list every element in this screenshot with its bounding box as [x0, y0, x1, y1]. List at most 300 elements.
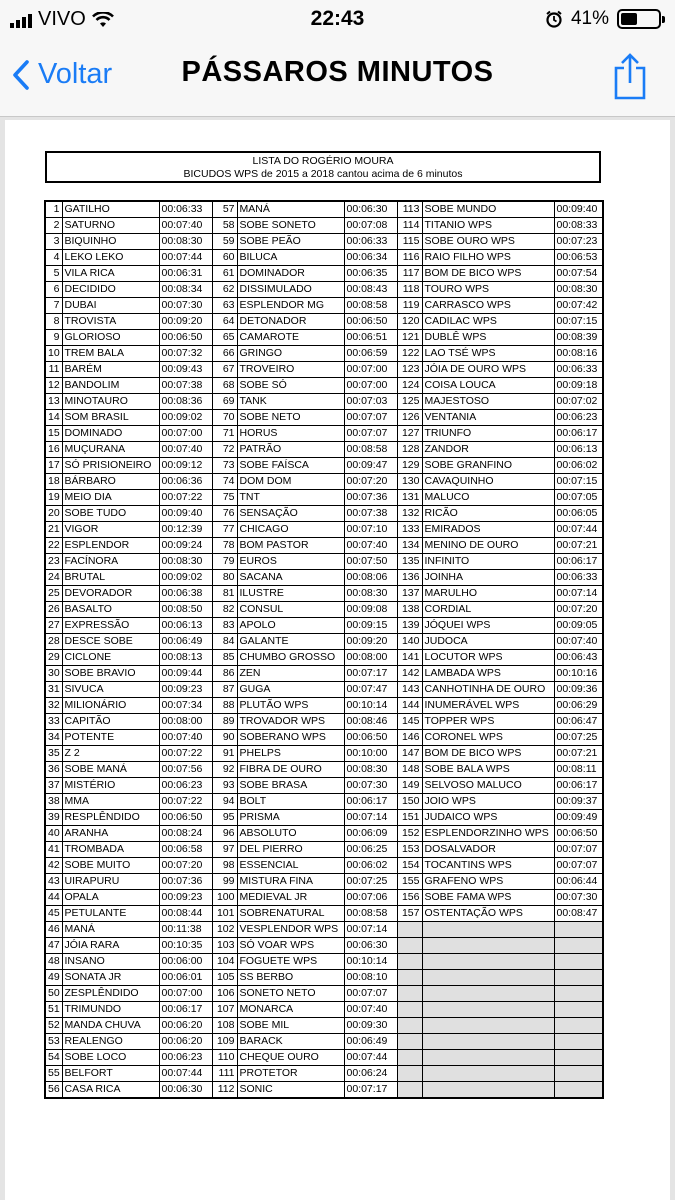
entry-number: 107 — [212, 1002, 237, 1018]
entry-time: 00:06:33 — [554, 570, 603, 586]
list-title: LISTA DO ROGÉRIO MOURA — [252, 155, 394, 167]
entry-number: 13 — [45, 394, 62, 410]
entry-number: 126 — [397, 410, 422, 426]
entry-time: 00:06:23 — [159, 778, 212, 794]
table-row — [45, 1002, 603, 1018]
bird-name: SOBE FAÍSCA — [237, 458, 344, 474]
bird-name: MALUCO — [422, 490, 554, 506]
entry-time: 00:07:56 — [159, 762, 212, 778]
battery-percent: 41% — [570, 8, 609, 29]
entry-number: 11 — [45, 362, 62, 378]
entry-time: 00:06:33 — [344, 234, 397, 250]
entry-time: 00:06:31 — [159, 266, 212, 282]
entry-number: 157 — [397, 906, 422, 922]
bird-name: ESPLENDOR MG — [237, 298, 344, 314]
bird-name: PLUTÃO WPS — [237, 698, 344, 714]
bird-name: LAO TSÉ WPS — [422, 346, 554, 362]
entry-time: 00:06:01 — [159, 970, 212, 986]
entry-time: 00:07:20 — [554, 602, 603, 618]
entry-time: 00:08:30 — [159, 554, 212, 570]
entry-number — [397, 1034, 422, 1050]
entry-number: 124 — [397, 378, 422, 394]
table-row — [45, 506, 603, 522]
bird-name: SOM BRASIL — [62, 410, 159, 426]
bird-name: SENSAÇÃO — [237, 506, 344, 522]
table-row — [45, 1050, 603, 1066]
table-row — [45, 746, 603, 762]
bird-name: BARÉM — [62, 362, 159, 378]
table-row — [45, 490, 603, 506]
bird-name: MEDIEVAL JR — [237, 890, 344, 906]
bird-name: VENTANIA — [422, 410, 554, 426]
table-row — [45, 954, 603, 970]
entry-number — [397, 1082, 422, 1099]
entry-number: 117 — [397, 266, 422, 282]
table-row — [45, 250, 603, 266]
bird-name: CORONEL WPS — [422, 730, 554, 746]
entry-time: 00:07:00 — [344, 378, 397, 394]
entry-time: 00:06:20 — [159, 1018, 212, 1034]
entry-time: 00:08:11 — [554, 762, 603, 778]
table-row — [45, 890, 603, 906]
entry-number: 136 — [397, 570, 422, 586]
entry-number: 5 — [45, 266, 62, 282]
bird-name: MUÇURANA — [62, 442, 159, 458]
entry-time: 00:06:17 — [554, 554, 603, 570]
bird-name: TROVISTA — [62, 314, 159, 330]
bird-name: TOCANTINS WPS — [422, 858, 554, 874]
table-row — [45, 682, 603, 698]
entry-number: 68 — [212, 378, 237, 394]
entry-time: 00:07:22 — [159, 794, 212, 810]
entry-time: 00:07:25 — [554, 730, 603, 746]
entry-time: 00:07:54 — [554, 266, 603, 282]
bird-name: TITANIO WPS — [422, 218, 554, 234]
entry-time: 00:08:58 — [344, 906, 397, 922]
entry-number: 38 — [45, 794, 62, 810]
entry-time: 00:07:44 — [159, 250, 212, 266]
entry-number: 18 — [45, 474, 62, 490]
entry-time: 00:06:13 — [554, 442, 603, 458]
bird-name: ESPLENDORZINHO WPS — [422, 826, 554, 842]
entry-number: 78 — [212, 538, 237, 554]
bird-name: SÓ VOAR WPS — [237, 938, 344, 954]
entry-time: 00:07:06 — [344, 890, 397, 906]
table-row — [45, 858, 603, 874]
entry-time: 00:08:30 — [159, 234, 212, 250]
entry-time: 00:09:05 — [554, 618, 603, 634]
bird-name: SOBE FAMA WPS — [422, 890, 554, 906]
bird-name: BÁRBARO — [62, 474, 159, 490]
bird-name: BANDOLIM — [62, 378, 159, 394]
entry-time — [554, 954, 603, 970]
entry-number — [397, 970, 422, 986]
bird-name: SOBE NETO — [237, 410, 344, 426]
entry-number: 30 — [45, 666, 62, 682]
entry-number: 151 — [397, 810, 422, 826]
entry-time: 00:09:23 — [159, 890, 212, 906]
share-button[interactable] — [613, 52, 647, 107]
entry-number: 93 — [212, 778, 237, 794]
entry-time: 00:07:21 — [554, 538, 603, 554]
bird-name: SOBE BRAVIO — [62, 666, 159, 682]
entry-time: 00:07:00 — [159, 986, 212, 1002]
entry-time — [554, 986, 603, 1002]
entry-number: 152 — [397, 826, 422, 842]
bird-name: CADILAC WPS — [422, 314, 554, 330]
entry-time: 00:09:44 — [159, 666, 212, 682]
bird-name: FIBRA DE OURO — [237, 762, 344, 778]
entry-time: 00:08:44 — [159, 906, 212, 922]
bird-name: MISTÉRIO — [62, 778, 159, 794]
bird-name: SACANA — [237, 570, 344, 586]
entry-time: 00:08:39 — [554, 330, 603, 346]
table-row — [45, 554, 603, 570]
entry-number: 12 — [45, 378, 62, 394]
entry-time: 00:08:58 — [344, 442, 397, 458]
entry-time — [554, 1018, 603, 1034]
entry-number: 63 — [212, 298, 237, 314]
entry-time: 00:07:07 — [554, 842, 603, 858]
entry-time: 00:09:15 — [344, 618, 397, 634]
bird-name: CORDIAL — [422, 602, 554, 618]
bird-name: FOGUETE WPS — [237, 954, 344, 970]
bird-name: PRISMA — [237, 810, 344, 826]
bird-name: TRIUNFO — [422, 426, 554, 442]
bird-name: FACÍNORA — [62, 554, 159, 570]
table-row — [45, 570, 603, 586]
entry-number: 108 — [212, 1018, 237, 1034]
entry-time: 00:10:00 — [344, 746, 397, 762]
entry-number: 81 — [212, 586, 237, 602]
bird-name: LEKO LEKO — [62, 250, 159, 266]
entry-time: 00:07:44 — [344, 1050, 397, 1066]
bird-name: EMIRADOS — [422, 522, 554, 538]
entry-time: 00:06:23 — [554, 410, 603, 426]
table-row — [45, 282, 603, 298]
entry-time: 00:08:00 — [344, 650, 397, 666]
bird-name — [422, 1050, 554, 1066]
entry-number: 39 — [45, 810, 62, 826]
entry-number — [397, 1050, 422, 1066]
table-row — [45, 666, 603, 682]
entry-number: 98 — [212, 858, 237, 874]
entry-time: 00:10:14 — [344, 954, 397, 970]
entry-time: 00:07:17 — [344, 666, 397, 682]
entry-time: 00:07:38 — [344, 506, 397, 522]
bird-name: VESPLENDOR WPS — [237, 922, 344, 938]
bird-name: SONATA JR — [62, 970, 159, 986]
entry-number: 16 — [45, 442, 62, 458]
table-row — [45, 234, 603, 250]
entry-number: 88 — [212, 698, 237, 714]
table-row — [45, 1018, 603, 1034]
entry-number: 40 — [45, 826, 62, 842]
bird-name: CAMAROTE — [237, 330, 344, 346]
entry-time: 00:06:50 — [554, 826, 603, 842]
entry-number: 149 — [397, 778, 422, 794]
entry-number: 104 — [212, 954, 237, 970]
entry-number: 65 — [212, 330, 237, 346]
table-row — [45, 330, 603, 346]
bird-name: MISTURA FINA — [237, 874, 344, 890]
bird-name: TOPPER WPS — [422, 714, 554, 730]
entry-number: 125 — [397, 394, 422, 410]
entry-time: 00:07:10 — [344, 522, 397, 538]
entry-time: 00:09:40 — [159, 506, 212, 522]
entry-number: 50 — [45, 986, 62, 1002]
entry-number: 70 — [212, 410, 237, 426]
bird-name: BOLT — [237, 794, 344, 810]
entry-number: 69 — [212, 394, 237, 410]
entry-time: 00:07:40 — [554, 634, 603, 650]
bird-name: INSANO — [62, 954, 159, 970]
bird-name: SOBE GRANFINO — [422, 458, 554, 474]
entry-number — [397, 938, 422, 954]
entry-time: 00:09:12 — [159, 458, 212, 474]
bird-name: JÓIA DE OURO WPS — [422, 362, 554, 378]
bird-name: POTENTE — [62, 730, 159, 746]
bird-name — [422, 954, 554, 970]
entry-time — [554, 970, 603, 986]
entry-time: 00:06:53 — [554, 250, 603, 266]
entry-time: 00:07:30 — [554, 890, 603, 906]
entry-number: 101 — [212, 906, 237, 922]
entry-number: 84 — [212, 634, 237, 650]
clock: 22:43 — [310, 7, 365, 30]
entry-number: 80 — [212, 570, 237, 586]
entry-time: 00:07:23 — [554, 234, 603, 250]
table-row — [45, 730, 603, 746]
entry-number: 6 — [45, 282, 62, 298]
entry-time: 00:07:44 — [554, 522, 603, 538]
bird-name: PETULANTE — [62, 906, 159, 922]
bird-name — [422, 1034, 554, 1050]
entry-time: 00:07:15 — [554, 314, 603, 330]
bird-name — [422, 922, 554, 938]
bird-name: PHELPS — [237, 746, 344, 762]
entry-number: 83 — [212, 618, 237, 634]
entry-time: 00:08:58 — [344, 298, 397, 314]
bird-name: VIGOR — [62, 522, 159, 538]
entry-number: 46 — [45, 922, 62, 938]
entry-number: 89 — [212, 714, 237, 730]
entry-number: 123 — [397, 362, 422, 378]
bird-name — [422, 1018, 554, 1034]
bird-name: DETONADOR — [237, 314, 344, 330]
table-row — [45, 986, 603, 1002]
table-row — [45, 538, 603, 554]
entry-time — [554, 922, 603, 938]
entry-number: 105 — [212, 970, 237, 986]
bird-name: BILUCA — [237, 250, 344, 266]
entry-number: 44 — [45, 890, 62, 906]
entry-number: 146 — [397, 730, 422, 746]
entry-number: 25 — [45, 586, 62, 602]
entry-time: 00:06:30 — [159, 1082, 212, 1099]
entry-number: 37 — [45, 778, 62, 794]
bird-name: REALENGO — [62, 1034, 159, 1050]
entry-number: 156 — [397, 890, 422, 906]
birds-table — [44, 200, 604, 1099]
entry-number: 60 — [212, 250, 237, 266]
entry-number: 109 — [212, 1034, 237, 1050]
table-row — [45, 378, 603, 394]
entry-number: 97 — [212, 842, 237, 858]
table-row — [45, 618, 603, 634]
entry-time — [554, 1050, 603, 1066]
entry-time: 00:07:07 — [344, 986, 397, 1002]
bird-name: GLORIOSO — [62, 330, 159, 346]
entry-number: 150 — [397, 794, 422, 810]
entry-time: 00:07:03 — [344, 394, 397, 410]
bird-name: MINOTAURO — [62, 394, 159, 410]
entry-time: 00:06:50 — [344, 314, 397, 330]
entry-number: 85 — [212, 650, 237, 666]
entry-number: 143 — [397, 682, 422, 698]
bird-name: MANDA CHUVA — [62, 1018, 159, 1034]
entry-time — [554, 938, 603, 954]
entry-number: 2 — [45, 218, 62, 234]
entry-time: 00:06:09 — [344, 826, 397, 842]
bird-name: ARANHA — [62, 826, 159, 842]
bird-name: TREM BALA — [62, 346, 159, 362]
entry-number: 95 — [212, 810, 237, 826]
bird-name: DOMINADOR — [237, 266, 344, 282]
back-label: Voltar — [38, 58, 113, 90]
entry-number: 127 — [397, 426, 422, 442]
bird-name: CAPITÃO — [62, 714, 159, 730]
entry-time: 00:06:30 — [344, 938, 397, 954]
entry-time: 00:06:51 — [344, 330, 397, 346]
entry-number: 129 — [397, 458, 422, 474]
entry-number: 61 — [212, 266, 237, 282]
entry-time: 00:07:44 — [159, 1066, 212, 1082]
entry-time: 00:07:20 — [159, 858, 212, 874]
entry-number: 122 — [397, 346, 422, 362]
entry-time: 00:07:00 — [344, 362, 397, 378]
table-row — [45, 714, 603, 730]
entry-time: 00:06:49 — [344, 1034, 397, 1050]
entry-number: 154 — [397, 858, 422, 874]
entry-number: 103 — [212, 938, 237, 954]
entry-time: 00:07:47 — [344, 682, 397, 698]
bird-name: BRUTAL — [62, 570, 159, 586]
entry-number: 96 — [212, 826, 237, 842]
entry-time: 00:07:15 — [554, 474, 603, 490]
table-row — [45, 762, 603, 778]
entry-number: 128 — [397, 442, 422, 458]
entry-time: 00:09:23 — [159, 682, 212, 698]
battery-icon — [617, 9, 661, 29]
entry-time — [554, 1066, 603, 1082]
bird-name: BIQUINHO — [62, 234, 159, 250]
bird-name: PROTETOR — [237, 1066, 344, 1082]
bird-name: JOINHA — [422, 570, 554, 586]
entry-time: 00:09:20 — [159, 314, 212, 330]
bird-name: ESSENCIAL — [237, 858, 344, 874]
entry-time: 00:09:40 — [554, 201, 603, 218]
entry-time: 00:10:35 — [159, 938, 212, 954]
bird-name: SOBE MIL — [237, 1018, 344, 1034]
table-row — [45, 794, 603, 810]
entry-time: 00:09:18 — [554, 378, 603, 394]
table-row — [45, 201, 603, 218]
bird-name: CANHOTINHA DE OURO — [422, 682, 554, 698]
entry-number: 137 — [397, 586, 422, 602]
entry-time: 00:07:17 — [344, 1082, 397, 1099]
entry-time: 00:08:10 — [344, 970, 397, 986]
table-row — [45, 346, 603, 362]
entry-time: 00:06:36 — [159, 474, 212, 490]
entry-number: 142 — [397, 666, 422, 682]
entry-number: 74 — [212, 474, 237, 490]
entry-number: 66 — [212, 346, 237, 362]
entry-number: 1 — [45, 201, 62, 218]
entry-number: 114 — [397, 218, 422, 234]
entry-time: 00:06:05 — [554, 506, 603, 522]
entry-number: 76 — [212, 506, 237, 522]
entry-number: 19 — [45, 490, 62, 506]
table-row — [45, 698, 603, 714]
bird-name: CASA RICA — [62, 1082, 159, 1099]
entry-time: 00:09:49 — [554, 810, 603, 826]
entry-time: 00:09:02 — [159, 410, 212, 426]
bird-name: SOBERANO WPS — [237, 730, 344, 746]
entry-time: 00:07:21 — [554, 746, 603, 762]
entry-time: 00:10:14 — [344, 698, 397, 714]
entry-number: 106 — [212, 986, 237, 1002]
entry-time — [554, 1082, 603, 1099]
entry-number: 42 — [45, 858, 62, 874]
bird-name: GUGA — [237, 682, 344, 698]
bird-name: TANK — [237, 394, 344, 410]
table-row — [45, 1034, 603, 1050]
entry-time: 00:06:20 — [159, 1034, 212, 1050]
bird-name — [422, 1002, 554, 1018]
table-row — [45, 474, 603, 490]
bird-name: ZESPLÊNDIDO — [62, 986, 159, 1002]
entry-number: 49 — [45, 970, 62, 986]
table-row — [45, 842, 603, 858]
entry-time: 00:07:00 — [159, 426, 212, 442]
table-row — [45, 298, 603, 314]
entry-number: 94 — [212, 794, 237, 810]
entry-time: 00:07:34 — [159, 698, 212, 714]
entry-time: 00:06:02 — [344, 858, 397, 874]
share-icon — [613, 52, 647, 102]
bird-name: CICLONE — [62, 650, 159, 666]
entry-number: 67 — [212, 362, 237, 378]
table-row — [45, 874, 603, 890]
entry-time: 00:07:40 — [159, 218, 212, 234]
entry-time: 00:06:13 — [159, 618, 212, 634]
carrier-label: VIVO — [38, 8, 86, 30]
entry-time: 00:06:17 — [159, 1002, 212, 1018]
table-row — [45, 458, 603, 474]
entry-time: 00:08:13 — [159, 650, 212, 666]
entry-time: 00:07:30 — [344, 778, 397, 794]
entry-number: 155 — [397, 874, 422, 890]
entry-number: 141 — [397, 650, 422, 666]
entry-time: 00:06:30 — [344, 201, 397, 218]
entry-number: 147 — [397, 746, 422, 762]
entry-time — [554, 1034, 603, 1050]
alarm-icon — [545, 10, 563, 28]
entry-time: 00:06:17 — [554, 778, 603, 794]
bird-name: ESPLENDOR — [62, 538, 159, 554]
entry-number: 26 — [45, 602, 62, 618]
